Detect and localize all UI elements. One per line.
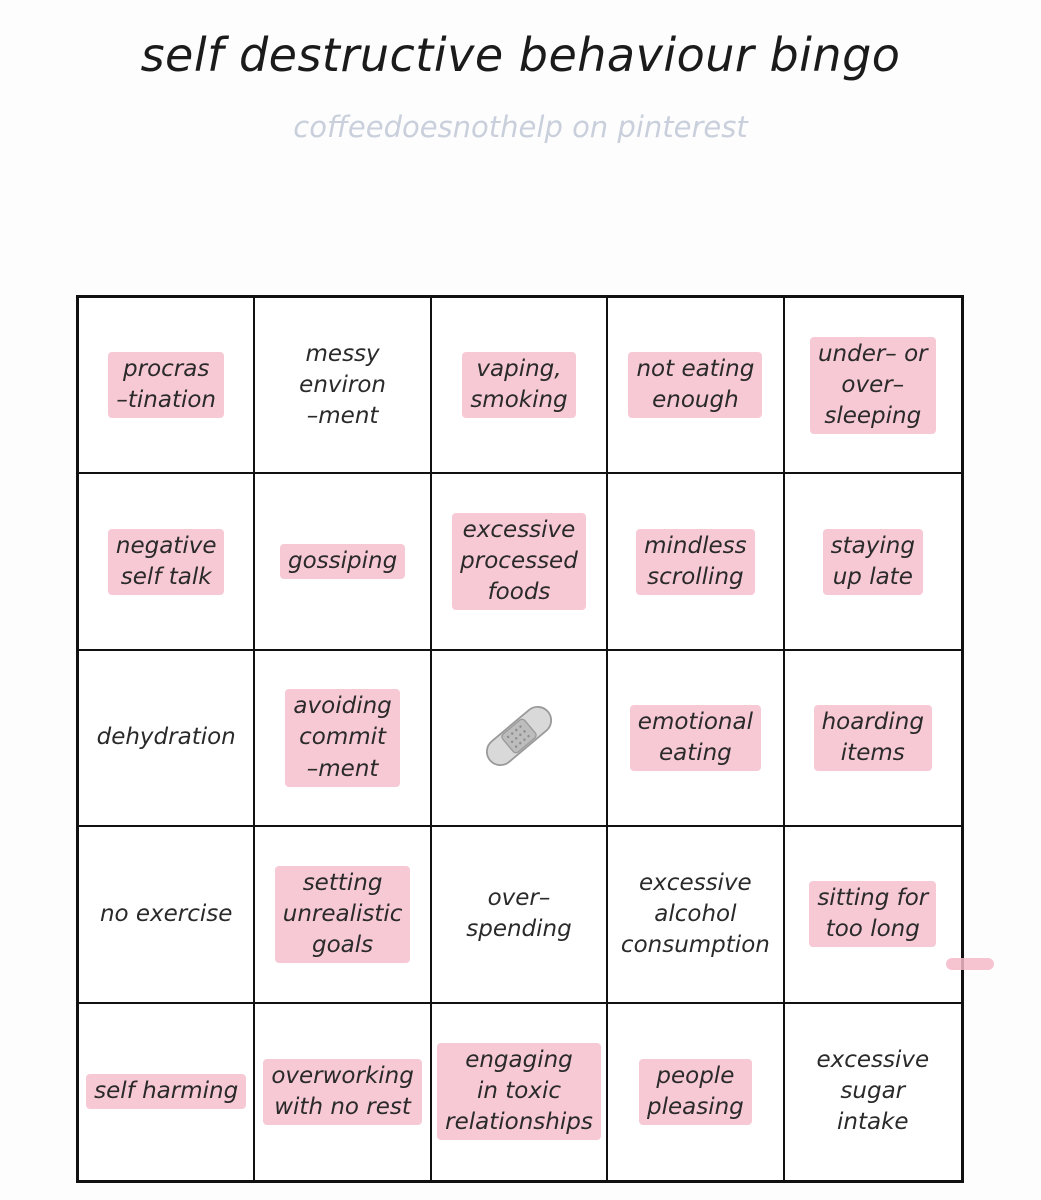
- bingo-cell[interactable]: [79, 298, 255, 474]
- bingo-cell-label: procras –tination: [108, 352, 224, 418]
- bingo-board: [76, 295, 964, 1183]
- bingo-cell-label: hoarding items: [814, 705, 932, 771]
- bingo-cell[interactable]: [785, 474, 961, 650]
- bingo-cell-label: excessive processed foods: [452, 513, 586, 610]
- bingo-cell[interactable]: [785, 651, 961, 827]
- bingo-cell-label: excessive alcohol consumption: [620, 869, 770, 958]
- bingo-cell[interactable]: [432, 474, 608, 650]
- credit-text: coffeedoesnothelp on pinterest: [293, 110, 748, 144]
- highlight-mark: [946, 958, 994, 970]
- bingo-cell-label: under– or over– sleeping: [810, 337, 936, 434]
- page-title: self destructive behaviour bingo: [140, 28, 901, 82]
- bingo-cell-label: vaping, smoking: [462, 352, 575, 418]
- bingo-cell[interactable]: [255, 1004, 431, 1180]
- bingo-cell[interactable]: [255, 827, 431, 1003]
- bingo-cell-label: staying up late: [823, 529, 923, 595]
- bingo-cell[interactable]: [608, 298, 784, 474]
- bingo-cell[interactable]: [432, 298, 608, 474]
- bingo-cell-label: setting unrealistic goals: [275, 866, 411, 963]
- bingo-cell-label: mindless scrolling: [636, 529, 754, 595]
- bingo-cell-label: people pleasing: [639, 1059, 752, 1125]
- bingo-cell-label: messy environ –ment: [299, 340, 387, 429]
- bingo-cell-label: self harming: [86, 1074, 246, 1109]
- bingo-cell-label: dehydration: [96, 724, 236, 751]
- bingo-cell-label: over– spending: [466, 885, 572, 943]
- bingo-cell-label: no exercise: [99, 900, 233, 927]
- bingo-cell[interactable]: [608, 827, 784, 1003]
- bingo-cell-label: excessive sugar intake: [816, 1047, 930, 1136]
- bingo-cell[interactable]: [785, 298, 961, 474]
- bingo-cell[interactable]: [255, 474, 431, 650]
- bingo-cell[interactable]: [785, 827, 961, 1003]
- bingo-cell-label: gossiping: [280, 544, 405, 579]
- bingo-cell[interactable]: [608, 651, 784, 827]
- bingo-cell-label: not eating enough: [628, 352, 762, 418]
- bingo-cell-label: overworking with no rest: [263, 1059, 422, 1125]
- bingo-cell[interactable]: [79, 651, 255, 827]
- bingo-cell[interactable]: [432, 1004, 608, 1180]
- bingo-cell[interactable]: [255, 651, 431, 827]
- bingo-cell-label: sitting for too long: [809, 881, 936, 947]
- bingo-cell[interactable]: [79, 1004, 255, 1180]
- bingo-cell-label: avoiding commit –ment: [285, 689, 399, 786]
- bingo-cell[interactable]: [608, 474, 784, 650]
- bingo-cell[interactable]: [255, 298, 431, 474]
- bingo-cell[interactable]: [432, 827, 608, 1003]
- bingo-cell-label: emotional eating: [630, 705, 761, 771]
- bingo-cell[interactable]: [79, 827, 255, 1003]
- bingo-cell[interactable]: [79, 474, 255, 650]
- bingo-cell-free[interactable]: [432, 651, 608, 827]
- bandage-icon: [474, 691, 564, 785]
- bingo-cell[interactable]: [785, 1004, 961, 1180]
- bingo-cell-label: engaging in toxic relationships: [437, 1043, 601, 1140]
- bingo-cell-label: negative self talk: [108, 529, 225, 595]
- bingo-cell[interactable]: [608, 1004, 784, 1180]
